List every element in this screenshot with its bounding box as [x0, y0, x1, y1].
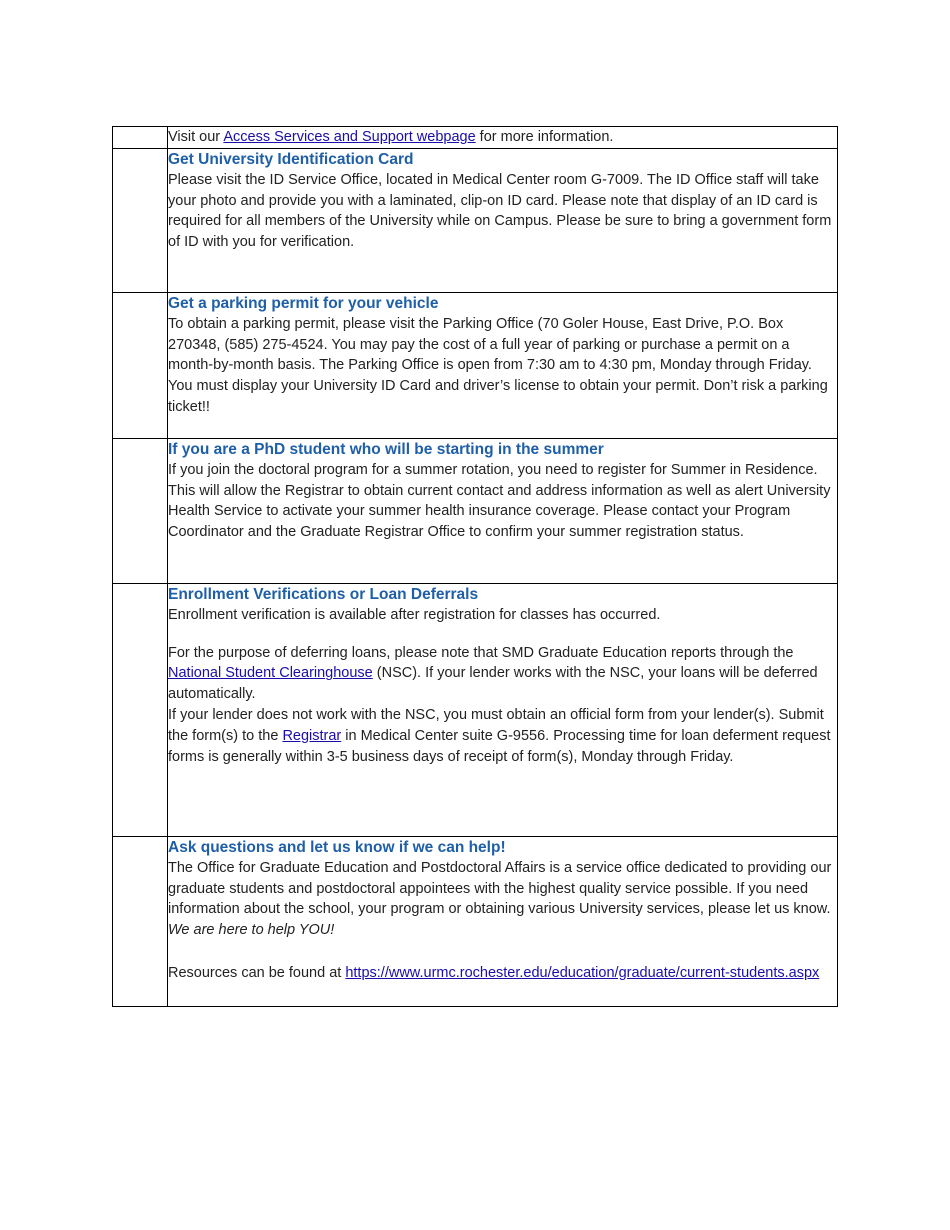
- text-run: (NSC). If your lender works with the NSC, your loans will be deferred automatically.: [168, 665, 818, 703]
- checkbox-cell: [113, 127, 168, 149]
- text-run: Resources can be found at: [168, 964, 346, 981]
- table-row: [113, 583, 838, 836]
- text-run: If your lender does not work with the NSC, you must obtain an official form from your lender(s). Submit the form(s) to the: [168, 706, 824, 744]
- text-run: The Office for Graduate Education and Postdoctoral Affairs is a service office dedicated to providing our graduate students and postdoctoral appointees with the highest quality service possible. If you need information about the school, your program or obtaining various University services, please let us know.: [168, 859, 832, 918]
- section-heading: Get a parking permit for your vehicle: [168, 294, 439, 312]
- content-cell: [168, 127, 838, 149]
- content-cell: [168, 292, 838, 438]
- paragraph: [168, 963, 837, 984]
- section-heading: Get University Identification Card: [168, 150, 414, 168]
- section-heading: Enrollment Verifications or Loan Deferrals: [168, 585, 479, 603]
- clearinghouse-link[interactable]: National Student Clearinghouse: [168, 665, 373, 682]
- checkbox-cell: [113, 438, 168, 583]
- text-run: for more information.: [475, 129, 614, 145]
- paragraph: [168, 705, 837, 767]
- access-services-link[interactable]: Access Services and Support webpage: [223, 129, 476, 145]
- content-cell: [168, 148, 838, 292]
- table-row: [113, 292, 838, 438]
- paragraph: If you join the doctoral program for a summer rotation, you need to register for Summer in Residence. This will allow the Registrar to obtain current contact and address information as well as alert University Health Service to activate your summer health insurance coverage. Please contact your Program Coordinator and the Graduate Registrar Office to confirm your summer registration status.: [168, 461, 831, 541]
- registrar-link[interactable]: Registrar: [282, 727, 342, 744]
- spacer: [168, 941, 837, 963]
- checklist-table: [112, 126, 838, 1007]
- table-row: [113, 836, 838, 1006]
- text-run: For the purpose of deferring loans, please note that SMD Graduate Education reports through the: [168, 644, 794, 661]
- checkbox-cell: [113, 292, 168, 438]
- checkbox-cell: [113, 836, 168, 1006]
- paragraph: [168, 127, 837, 148]
- content-cell: [168, 438, 838, 583]
- table-row: [113, 438, 838, 583]
- section-heading: Ask questions and let us know if we can help!: [168, 838, 506, 856]
- checkbox-cell: [113, 148, 168, 292]
- text-run: Visit our: [168, 129, 224, 145]
- checkbox-cell: [113, 583, 168, 836]
- resources-url-link[interactable]: https://www.urmc.rochester.edu/education/graduate/current-students.aspx: [345, 964, 820, 981]
- paragraph: Please visit the ID Service Office, located in Medical Center room G-7009. The ID Office staff will take your photo and provide you with a laminated, clip-on ID card. Please note that display of an ID card is required for all members of the University while on Campus. Please be sure to bring a government form of ID with you for verification.: [168, 171, 832, 251]
- paragraph: To obtain a parking permit, please visit the Parking Office (70 Goler House, East Drive, P.O. Box 270348, (585) 275-4524. You may pay the cost of a full year of parking or purchase a permit on a month-by-month basis. The Parking Office is open from 7:30 am to 4:30 pm, Monday through Friday. You must display your University ID Card and driver’s license to obtain your permit. Don’t risk a parking ticket!!: [168, 315, 828, 415]
- content-cell: [168, 836, 838, 1006]
- text-run: in Medical Center suite G-9556. Processing time for loan deferment request forms is generally within 3-5 business days of receipt of form(s), Monday through Friday.: [168, 727, 831, 765]
- paragraph: Enrollment verification is available after registration for classes has occurred.: [168, 606, 661, 623]
- paragraph: [168, 643, 837, 705]
- paragraph: [168, 858, 837, 941]
- spacer: [168, 626, 837, 643]
- section-heading: If you are a PhD student who will be starting in the summer: [168, 440, 604, 458]
- table-row: [113, 127, 838, 149]
- emphasis-text: We are here to help YOU!: [168, 922, 335, 939]
- content-cell: [168, 583, 838, 836]
- table-row: [113, 148, 838, 292]
